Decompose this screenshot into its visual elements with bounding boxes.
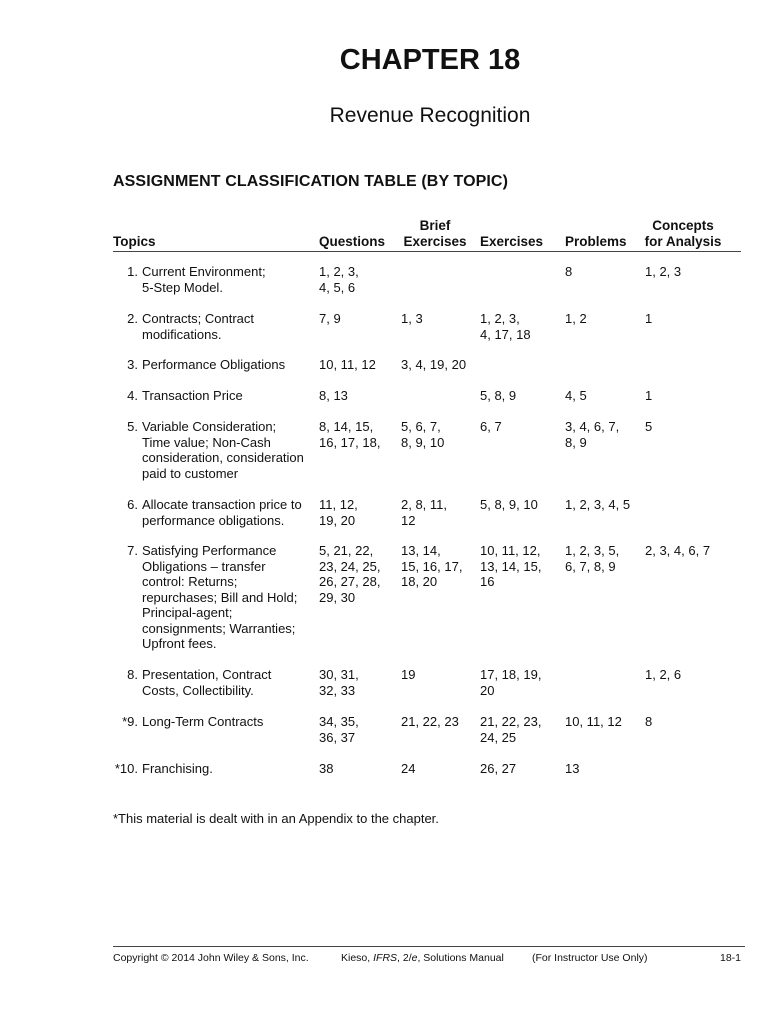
footer-book-suffix: , Solutions Manual (417, 952, 504, 964)
row-topic: Satisfying Performance Obligations – transfer control: Returns; repurchases; Bill and Hold; Principal-agent; consignments; Warranties; Upfront fees. (142, 543, 298, 651)
footer-book-italic2: e (411, 952, 418, 964)
row-concepts: 8 (645, 714, 653, 729)
row-concepts: 1 (645, 388, 653, 403)
row-problems: 3, 4, 6, 7, 8, 9 (565, 419, 620, 450)
row-number: 7. (127, 543, 138, 558)
row-questions: 30, 31, 32, 33 (319, 667, 359, 698)
row-exercises: 5, 8, 9 (480, 388, 517, 403)
row-topic: Current Environment; 5-Step Model. (142, 264, 266, 295)
row-number: *9. (122, 714, 138, 729)
row-brief-exercises: 1, 3 (401, 311, 423, 326)
row-problems: 1, 2, 3, 4, 5 (565, 497, 631, 512)
row-brief-exercises: 5, 6, 7, 8, 9, 10 (401, 419, 445, 450)
row-topic: Long-Term Contracts (142, 714, 264, 729)
row-exercises: 5, 8, 9, 10 (480, 497, 538, 512)
row-number: 4. (127, 388, 138, 403)
footer-book-italic: IFRS (373, 952, 398, 964)
row-exercises: 10, 11, 12, 13, 14, 15, 16 (480, 543, 542, 589)
row-number: 2. (127, 311, 138, 326)
row-brief-exercises: 19 (401, 667, 416, 682)
row-exercises: 21, 22, 23, 24, 25 (480, 714, 542, 745)
row-topic: Contracts; Contract modifications. (142, 311, 254, 342)
row-topic: Variable Consideration; Time value; Non-Cash consideration, consideration paid to customer (142, 419, 304, 481)
header-brief-line2: Exercises (403, 234, 467, 249)
footer-rule (113, 946, 745, 947)
row-brief-exercises: 24 (401, 761, 416, 776)
chapter-title: CHAPTER 18 (339, 44, 521, 76)
row-questions: 1, 2, 3, 4, 5, 6 (319, 264, 359, 295)
row-questions: 38 (319, 761, 334, 776)
header-brief-exercises (401, 218, 469, 250)
row-questions: 7, 9 (319, 311, 341, 326)
row-topic: Performance Obligations (142, 357, 286, 372)
footer-copyright: Copyright © 2014 John Wiley & Sons, Inc. (113, 952, 309, 964)
row-exercises: 26, 27 (480, 761, 517, 776)
row-problems: 4, 5 (565, 388, 587, 403)
row-number: *10. (114, 761, 138, 776)
header-problems: Problems (565, 234, 627, 249)
footer-book (341, 952, 504, 964)
row-concepts: 1, 2, 6 (645, 667, 682, 682)
row-brief-exercises: 13, 14, 15, 16, 17, 18, 20 (401, 543, 463, 589)
row-brief-exercises: 2, 8, 11, 12 (401, 497, 448, 528)
row-questions: 10, 11, 12 (319, 357, 376, 372)
header-questions: Questions (319, 234, 386, 249)
row-topic: Presentation, Contract Costs, Collectibility. (142, 667, 272, 698)
row-number: 8. (127, 667, 138, 682)
row-brief-exercises: 3, 4, 19, 20 (401, 357, 467, 372)
header-topics: Topics (113, 234, 156, 249)
row-concepts: 1, 2, 3 (645, 264, 682, 279)
header-brief-line1: Brief (419, 218, 451, 233)
table-header-row (0, 218, 768, 252)
row-questions: 8, 14, 15, 16, 17, 18, (319, 419, 381, 450)
row-questions: 34, 35, 36, 37 (319, 714, 359, 745)
row-questions: 8, 13 (319, 388, 348, 403)
footer-book-mid: , 2/ (397, 952, 412, 964)
chapter-subtitle: Revenue Recognition (329, 104, 531, 127)
row-number: 3. (127, 357, 138, 372)
header-exercises: Exercises (480, 234, 544, 249)
row-problems: 8 (565, 264, 573, 279)
row-number: 1. (127, 264, 138, 279)
footer-page-number: 18-1 (720, 952, 742, 964)
row-concepts: 1 (645, 311, 653, 326)
footer-usage: (For Instructor Use Only) (532, 952, 648, 964)
row-exercises: 6, 7 (480, 419, 502, 434)
row-problems: 10, 11, 12 (565, 714, 622, 729)
row-concepts: 5 (645, 419, 653, 434)
header-rule (113, 251, 741, 252)
row-number: 5. (127, 419, 138, 434)
row-topic: Franchising. (142, 761, 213, 776)
footnote: *This material is dealt with in an Appendix to the chapter. (113, 811, 439, 826)
footer-book-prefix: Kieso, (341, 952, 374, 964)
header-concepts (643, 218, 723, 250)
row-problems: 1, 2, 3, 5, 6, 7, 8, 9 (565, 543, 620, 574)
row-concepts: 2, 3, 4, 6, 7 (645, 543, 711, 558)
header-concepts-line2: for Analysis (644, 234, 722, 249)
header-concepts-line1: Concepts (652, 218, 714, 233)
row-exercises: 17, 18, 19, 20 (480, 667, 542, 698)
table-heading: ASSIGNMENT CLASSIFICATION TABLE (BY TOPIC) (113, 173, 509, 190)
row-number: 6. (127, 497, 138, 512)
row-problems: 1, 2 (565, 311, 587, 326)
row-brief-exercises: 21, 22, 23 (401, 714, 459, 729)
row-exercises: 1, 2, 3, 4, 17, 18 (480, 311, 531, 342)
row-topic: Allocate transaction price to performance obligations. (142, 497, 302, 528)
row-topic: Transaction Price (142, 388, 243, 403)
row-questions: 11, 12, 19, 20 (319, 497, 358, 528)
row-problems: 13 (565, 761, 580, 776)
row-questions: 5, 21, 22, 23, 24, 25, 26, 27, 28, 29, 30 (319, 543, 381, 605)
